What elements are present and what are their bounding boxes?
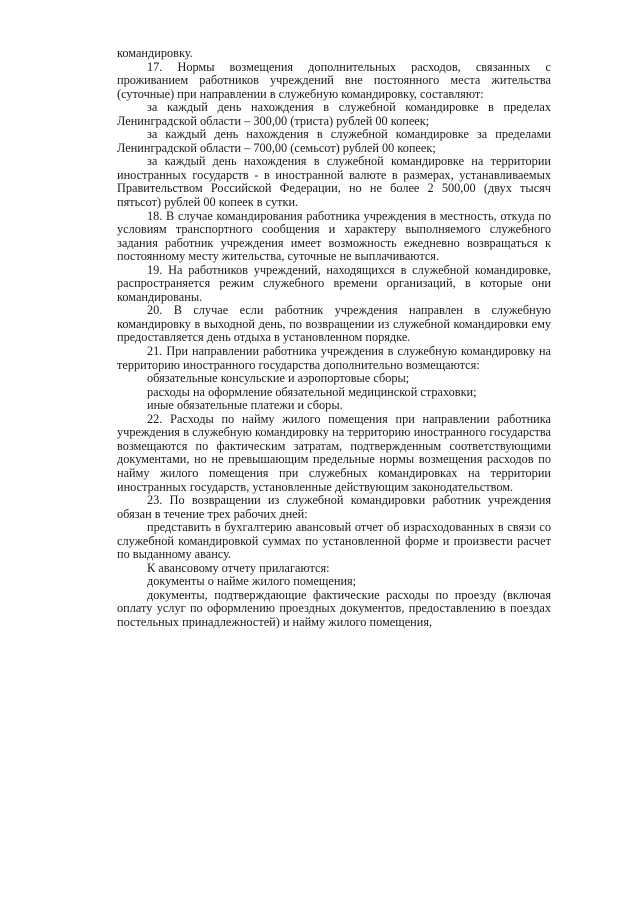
paragraph-23-item-report: представить в бухгалтерию авансовый отчет об израсходованных в связи со служебной командировкой суммах по установленной форме и произвести расчет по выданному авансу. xyxy=(117,520,551,562)
paragraph-18: 18. В случае командирования работника учреждения в местность, откуда по условиям транспортного сообщения и характеру выполняемого служебного задания работник учреждения имеет возможность ежедневно возвращаться к постоянному месту жительства, суточные не выплачиваются. xyxy=(117,208,551,264)
paragraph-21-item-fees: обязательные консульские и аэропортовые сборы; xyxy=(147,371,410,386)
paragraph-attachments: К авансовому отчету прилагаются: xyxy=(147,560,330,575)
paragraph-23: 23. По возвращении из служебной командировки работник учреждения обязан в течение трех рабочих дней: xyxy=(117,493,551,521)
paragraph-17: 17. Нормы возмещения дополнительных расходов, связанных с проживанием работников учреждений вне постоянного места жительства (суточные) при направлении в служебную командировку, составляют: xyxy=(117,59,551,101)
paragraph-21-item-other: иные обязательные платежи и сборы. xyxy=(147,398,343,413)
paragraph-17-item-outside: за каждый день нахождения в служебной командировке за пределами Ленинградской области – 700,00 (семьсот) рублей 00 копеек; xyxy=(117,127,551,155)
paragraph-attachments-item-travel: документы, подтверждающие фактические расходы по проезду (включая оплату услуг по оформлению проездных документов, предоставлению в поездах постельных принадлежностей) и найму жилого помещения, xyxy=(117,587,551,629)
paragraph-22: 22. Расходы по найму жилого помещения при направлении работника учреждения в служебную командировку на территорию иностранного государства возмещаются по фактическим затратам, подтвержденным соответствующими документами, но не превышающим предельные нормы возмещения расходов по найму жилого помещения при служебных командировках на территории иностранных государств, установленные действующим законодательством. xyxy=(117,411,551,494)
paragraph-17-item-foreign: за каждый день нахождения в служебной командировке на территории иностранных государств - в иностранной валюте в размерах, устанавливаемых Правительством Российской Федерации, но не более 2 500,00 (двух тысяч пятьсот) рублей 00 копеек в сутки. xyxy=(117,154,551,210)
paragraph-21: 21. При направлении работника учреждения в служебную командировку на территорию иностранного государства дополнительно возмещаются: xyxy=(117,344,551,372)
paragraph-attachments-item-housing: документы о найме жилого помещения; xyxy=(147,574,357,589)
paragraph-17-item-leningrad: за каждый день нахождения в служебной командировке в пределах Ленинградской области – 300,00 (триста) рублей 00 копеек; xyxy=(117,100,551,128)
paragraph-continuation: командировку. xyxy=(117,46,193,60)
paragraph-19: 19. На работников учреждений, находящихся в служебной командировке, распространяется режим служебного времени организаций, в которые они командированы. xyxy=(117,262,551,304)
paragraph-21-item-insurance: расходы на оформление обязательной медицинской страховки; xyxy=(147,384,477,399)
paragraph-20: 20. В случае если работник учреждения направлен в служебную командировку в выходной день, по возвращении из служебной командировки ему предоставляется день отдыха в установленном порядке. xyxy=(117,303,551,345)
document-page xyxy=(117,47,551,630)
